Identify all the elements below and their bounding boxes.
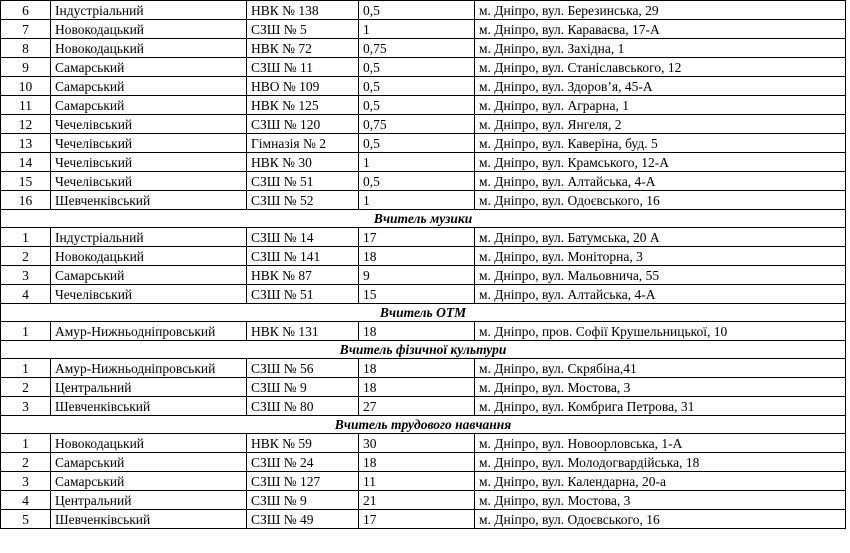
table-row [1,378,846,397]
address-cell: м. Дніпро, вул. Мостова, 3 [475,491,846,510]
row-number: 8 [1,39,51,58]
rate-cell: 18 [359,453,475,472]
table-row [1,191,846,210]
row-number: 16 [1,191,51,210]
school-cell: НВК № 125 [247,96,359,115]
address-cell: м. Дніпро, вул. Батумська, 20 А [475,228,846,247]
rate-cell: 11 [359,472,475,491]
section-title: Вчитель музики [1,210,846,228]
row-number: 3 [1,266,51,285]
rate-cell: 18 [359,247,475,266]
address-cell: м. Дніпро, вул. Молодогвардійська, 18 [475,453,846,472]
school-cell: НВК № 30 [247,153,359,172]
rate-cell: 0,5 [359,172,475,191]
address-cell: м. Дніпро, вул. Мостова, 3 [475,378,846,397]
rate-cell: 9 [359,266,475,285]
table-row [1,397,846,416]
table-row [1,134,846,153]
address-cell: м. Дніпро, вул. Алтайська, 4-А [475,285,846,304]
address-cell: м. Дніпро, вул. Крамського, 12-А [475,153,846,172]
rate-cell: 0,75 [359,39,475,58]
school-cell: СЗШ № 9 [247,491,359,510]
row-number: 1 [1,359,51,378]
address-cell: м. Дніпро, вул. Станіславського, 12 [475,58,846,77]
school-cell: НВО № 109 [247,77,359,96]
table-row [1,491,846,510]
school-cell: СЗШ № 5 [247,20,359,39]
address-cell: м. Дніпро, вул. Караваєва, 17-А [475,20,846,39]
row-number: 3 [1,397,51,416]
school-cell: СЗШ № 141 [247,247,359,266]
row-number: 4 [1,491,51,510]
district-cell: Амур-Нижньодніпровський [51,322,247,341]
school-cell: СЗШ № 9 [247,378,359,397]
district-cell: Самарський [51,77,247,96]
school-cell: СЗШ № 14 [247,228,359,247]
table-row [1,510,846,529]
table-row [1,247,846,266]
row-number: 10 [1,77,51,96]
district-cell: Чечелівський [51,285,247,304]
row-number: 2 [1,453,51,472]
table-row [1,115,846,134]
district-cell: Самарський [51,472,247,491]
address-cell: м. Дніпро, вул. Комбрига Петрова, 31 [475,397,846,416]
table-row [1,172,846,191]
address-cell: м. Дніпро, вул. Аграрна, 1 [475,96,846,115]
district-cell: Шевченківський [51,510,247,529]
row-number: 4 [1,285,51,304]
table-row [1,453,846,472]
district-cell: Самарський [51,96,247,115]
district-cell: Новокодацький [51,434,247,453]
table-row [1,322,846,341]
district-cell: Шевченківський [51,191,247,210]
row-number: 6 [1,1,51,20]
rate-cell: 0,5 [359,58,475,77]
address-cell: м. Дніпро, вул. Одоєвського, 16 [475,191,846,210]
table-row [1,472,846,491]
address-cell: м. Дніпро, вул. Новоорловська, 1-А [475,434,846,453]
rate-cell: 0,5 [359,1,475,20]
address-cell: м. Дніпро, вул. Березинська, 29 [475,1,846,20]
district-cell: Шевченківський [51,397,247,416]
district-cell: Новокодацький [51,247,247,266]
address-cell: м. Дніпро, пров. Софії Крушельницької, 10 [475,322,846,341]
district-cell: Чечелівський [51,172,247,191]
school-cell: СЗШ № 80 [247,397,359,416]
table-row [1,39,846,58]
address-cell: м. Дніпро, вул. Алтайська, 4-А [475,172,846,191]
rate-cell: 18 [359,378,475,397]
district-cell: Новокодацький [51,39,247,58]
rate-cell: 27 [359,397,475,416]
section-header-row [1,210,846,228]
address-cell: м. Дніпро, вул. Мальовнича, 55 [475,266,846,285]
row-number: 3 [1,472,51,491]
school-cell: СЗШ № 127 [247,472,359,491]
school-cell: СЗШ № 51 [247,172,359,191]
rate-cell: 21 [359,491,475,510]
address-cell: м. Дніпро, вул. Скрябіна,41 [475,359,846,378]
rate-cell: 18 [359,322,475,341]
section-header-row [1,341,846,359]
rate-cell: 1 [359,191,475,210]
rate-cell: 0,5 [359,134,475,153]
rate-cell: 0,75 [359,115,475,134]
district-cell: Самарський [51,266,247,285]
row-number: 12 [1,115,51,134]
section-title: Вчитель ОТМ [1,304,846,322]
school-cell: СЗШ № 56 [247,359,359,378]
rate-cell: 30 [359,434,475,453]
school-cell: НВК № 131 [247,322,359,341]
district-cell: Індустріальний [51,1,247,20]
row-number: 13 [1,134,51,153]
row-number: 1 [1,434,51,453]
address-cell: м. Дніпро, вул. Здоров’я, 45-А [475,77,846,96]
table-row [1,285,846,304]
row-number: 2 [1,378,51,397]
table-row [1,77,846,96]
district-cell: Чечелівський [51,153,247,172]
school-cell: НВК № 138 [247,1,359,20]
school-cell: НВК № 87 [247,266,359,285]
address-cell: м. Дніпро, вул. Календарна, 20-а [475,472,846,491]
table-row [1,58,846,77]
table-row [1,359,846,378]
district-cell: Чечелівський [51,134,247,153]
rate-cell: 0,5 [359,96,475,115]
district-cell: Центральний [51,491,247,510]
rate-cell: 15 [359,285,475,304]
school-cell: СЗШ № 52 [247,191,359,210]
section-header-row [1,304,846,322]
row-number: 11 [1,96,51,115]
section-title: Вчитель фізичної культури [1,341,846,359]
rate-cell: 1 [359,153,475,172]
section-header-row [1,416,846,434]
address-cell: м. Дніпро, вул. Каверіна, буд. 5 [475,134,846,153]
school-cell: НВК № 59 [247,434,359,453]
district-cell: Чечелівський [51,115,247,134]
school-cell: СЗШ № 120 [247,115,359,134]
school-cell: СЗШ № 11 [247,58,359,77]
district-cell: Центральний [51,378,247,397]
row-number: 2 [1,247,51,266]
school-cell: НВК № 72 [247,39,359,58]
table-row [1,228,846,247]
school-cell: СЗШ № 51 [247,285,359,304]
address-cell: м. Дніпро, вул. Одоєвського, 16 [475,510,846,529]
table-row [1,266,846,285]
row-number: 15 [1,172,51,191]
row-number: 1 [1,228,51,247]
row-number: 14 [1,153,51,172]
district-cell: Самарський [51,58,247,77]
address-cell: м. Дніпро, вул. Янгеля, 2 [475,115,846,134]
table-row [1,20,846,39]
section-title: Вчитель трудового навчання [1,416,846,434]
rate-cell: 0,5 [359,77,475,96]
rate-cell: 1 [359,20,475,39]
rate-cell: 17 [359,510,475,529]
table-row [1,153,846,172]
address-cell: м. Дніпро, вул. Моніторна, 3 [475,247,846,266]
table-row [1,434,846,453]
row-number: 7 [1,20,51,39]
row-number: 5 [1,510,51,529]
school-cell: Гімназія № 2 [247,134,359,153]
address-cell: м. Дніпро, вул. Західна, 1 [475,39,846,58]
district-cell: Новокодацький [51,20,247,39]
district-cell: Індустріальний [51,228,247,247]
table-row [1,1,846,20]
rate-cell: 17 [359,228,475,247]
row-number: 1 [1,322,51,341]
vacancy-table-body [1,1,846,529]
school-cell: СЗШ № 49 [247,510,359,529]
rate-cell: 18 [359,359,475,378]
row-number: 9 [1,58,51,77]
district-cell: Самарський [51,453,247,472]
district-cell: Амур-Нижньодніпровський [51,359,247,378]
table-row [1,96,846,115]
school-cell: СЗШ № 24 [247,453,359,472]
